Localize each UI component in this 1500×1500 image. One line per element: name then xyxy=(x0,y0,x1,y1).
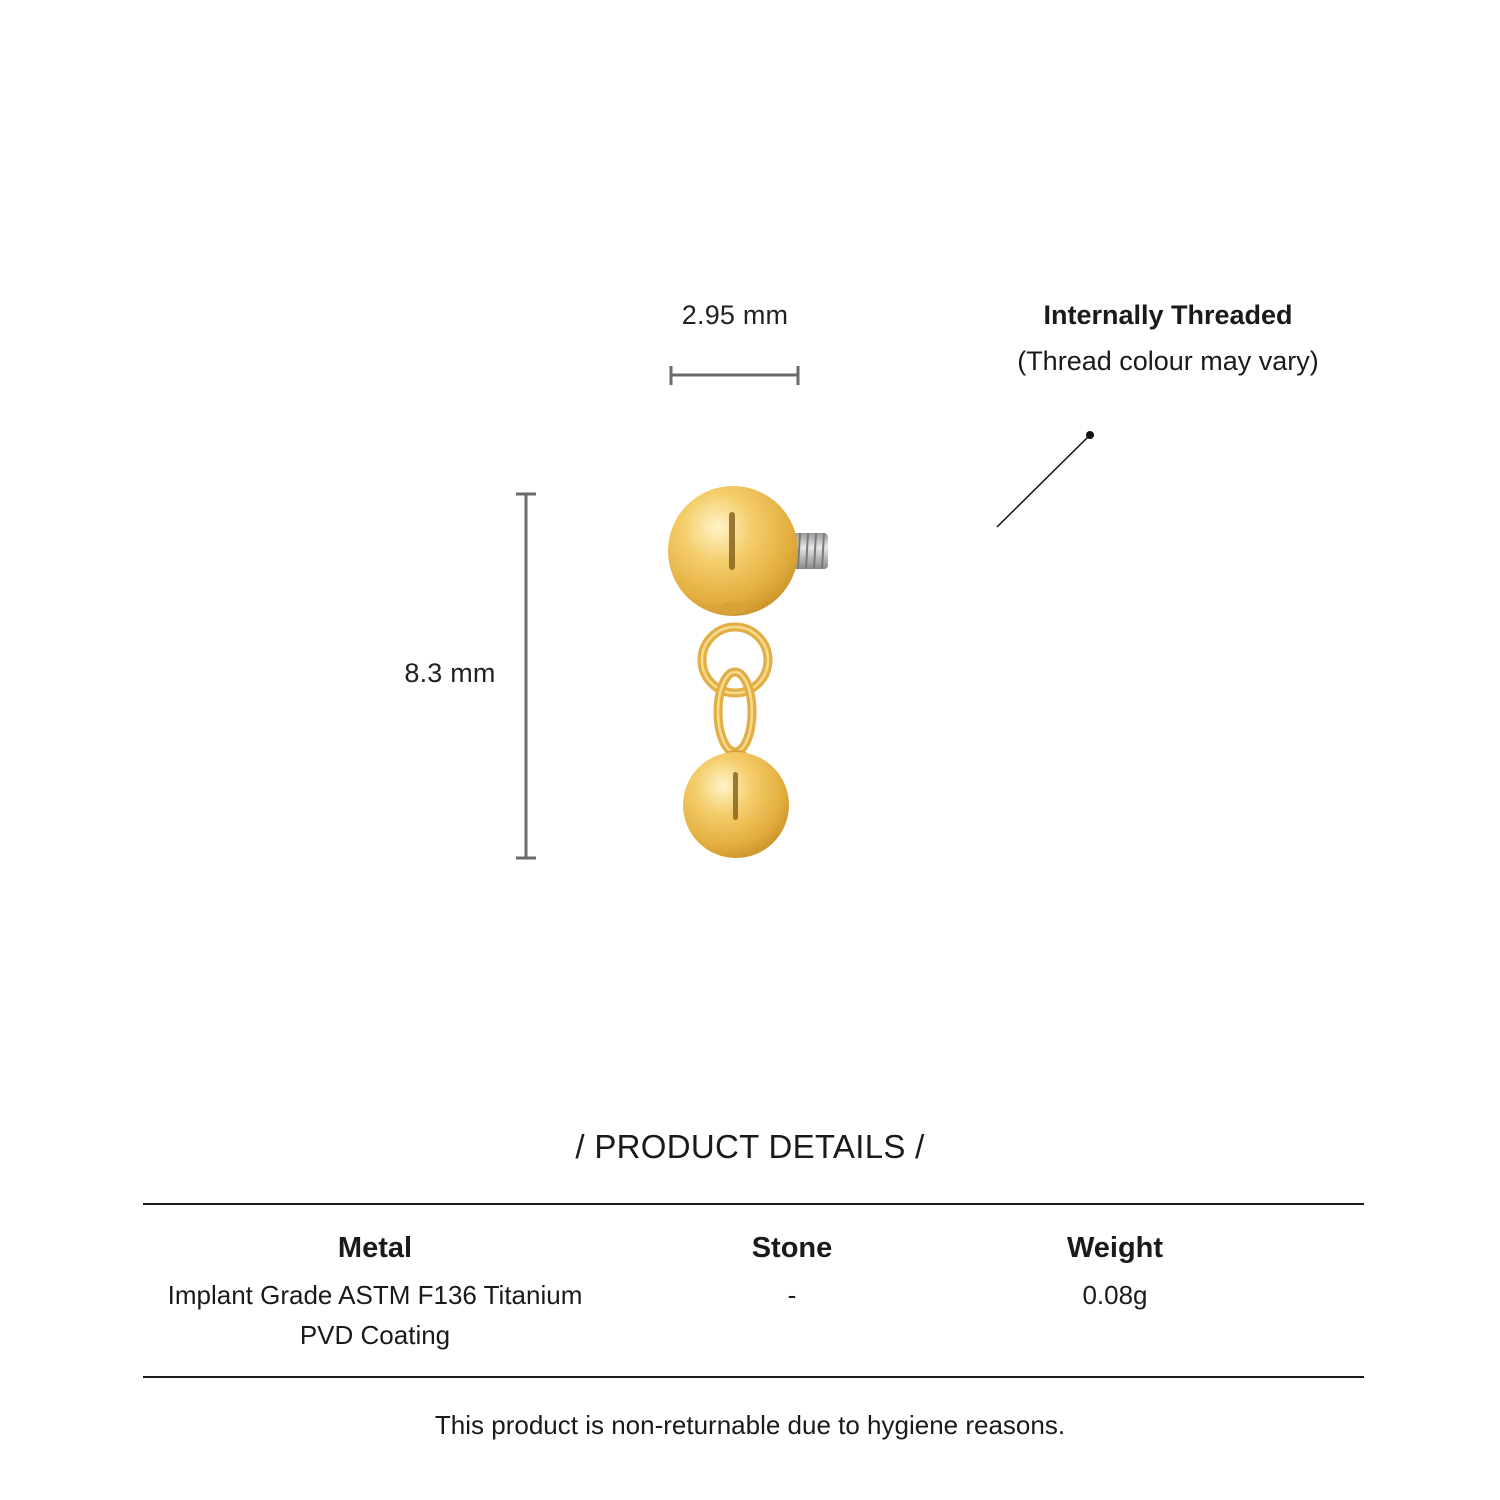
weight-title: Weight xyxy=(1066,1232,1164,1264)
product-details-heading: / PRODUCT DETAILS / xyxy=(575,1128,925,1165)
metal-title: Metal xyxy=(337,1232,413,1264)
thread-colour-note: (Thread colour may vary) xyxy=(1017,346,1319,376)
hygiene-return-notice: This product is non-returnable due to hygiene reasons. xyxy=(434,1410,1066,1440)
bottom-gold-ball xyxy=(683,750,789,858)
stone-title: Stone xyxy=(751,1232,833,1264)
chain-links xyxy=(702,627,768,752)
metal-column xyxy=(150,1232,600,1355)
thread-callout-pointer xyxy=(997,431,1094,527)
details-bottom-divider xyxy=(143,1376,1364,1378)
width-dimension-label: 2.95 mm xyxy=(681,300,789,330)
thread-type-title: Internally Threaded xyxy=(1043,300,1293,330)
stone-value: - xyxy=(787,1280,797,1310)
metal-value-line: Implant Grade ASTM F136 Titanium xyxy=(167,1280,583,1310)
height-dimension-label: 8.3 mm xyxy=(404,658,496,688)
metal-value-line: PVD Coating xyxy=(299,1320,451,1350)
weight-value: 0.08g xyxy=(1082,1280,1148,1310)
stone-column xyxy=(642,1232,942,1315)
weight-column xyxy=(965,1232,1265,1315)
details-top-divider xyxy=(143,1203,1364,1205)
top-gold-ball xyxy=(668,486,798,616)
width-dimension-marker xyxy=(671,366,798,385)
